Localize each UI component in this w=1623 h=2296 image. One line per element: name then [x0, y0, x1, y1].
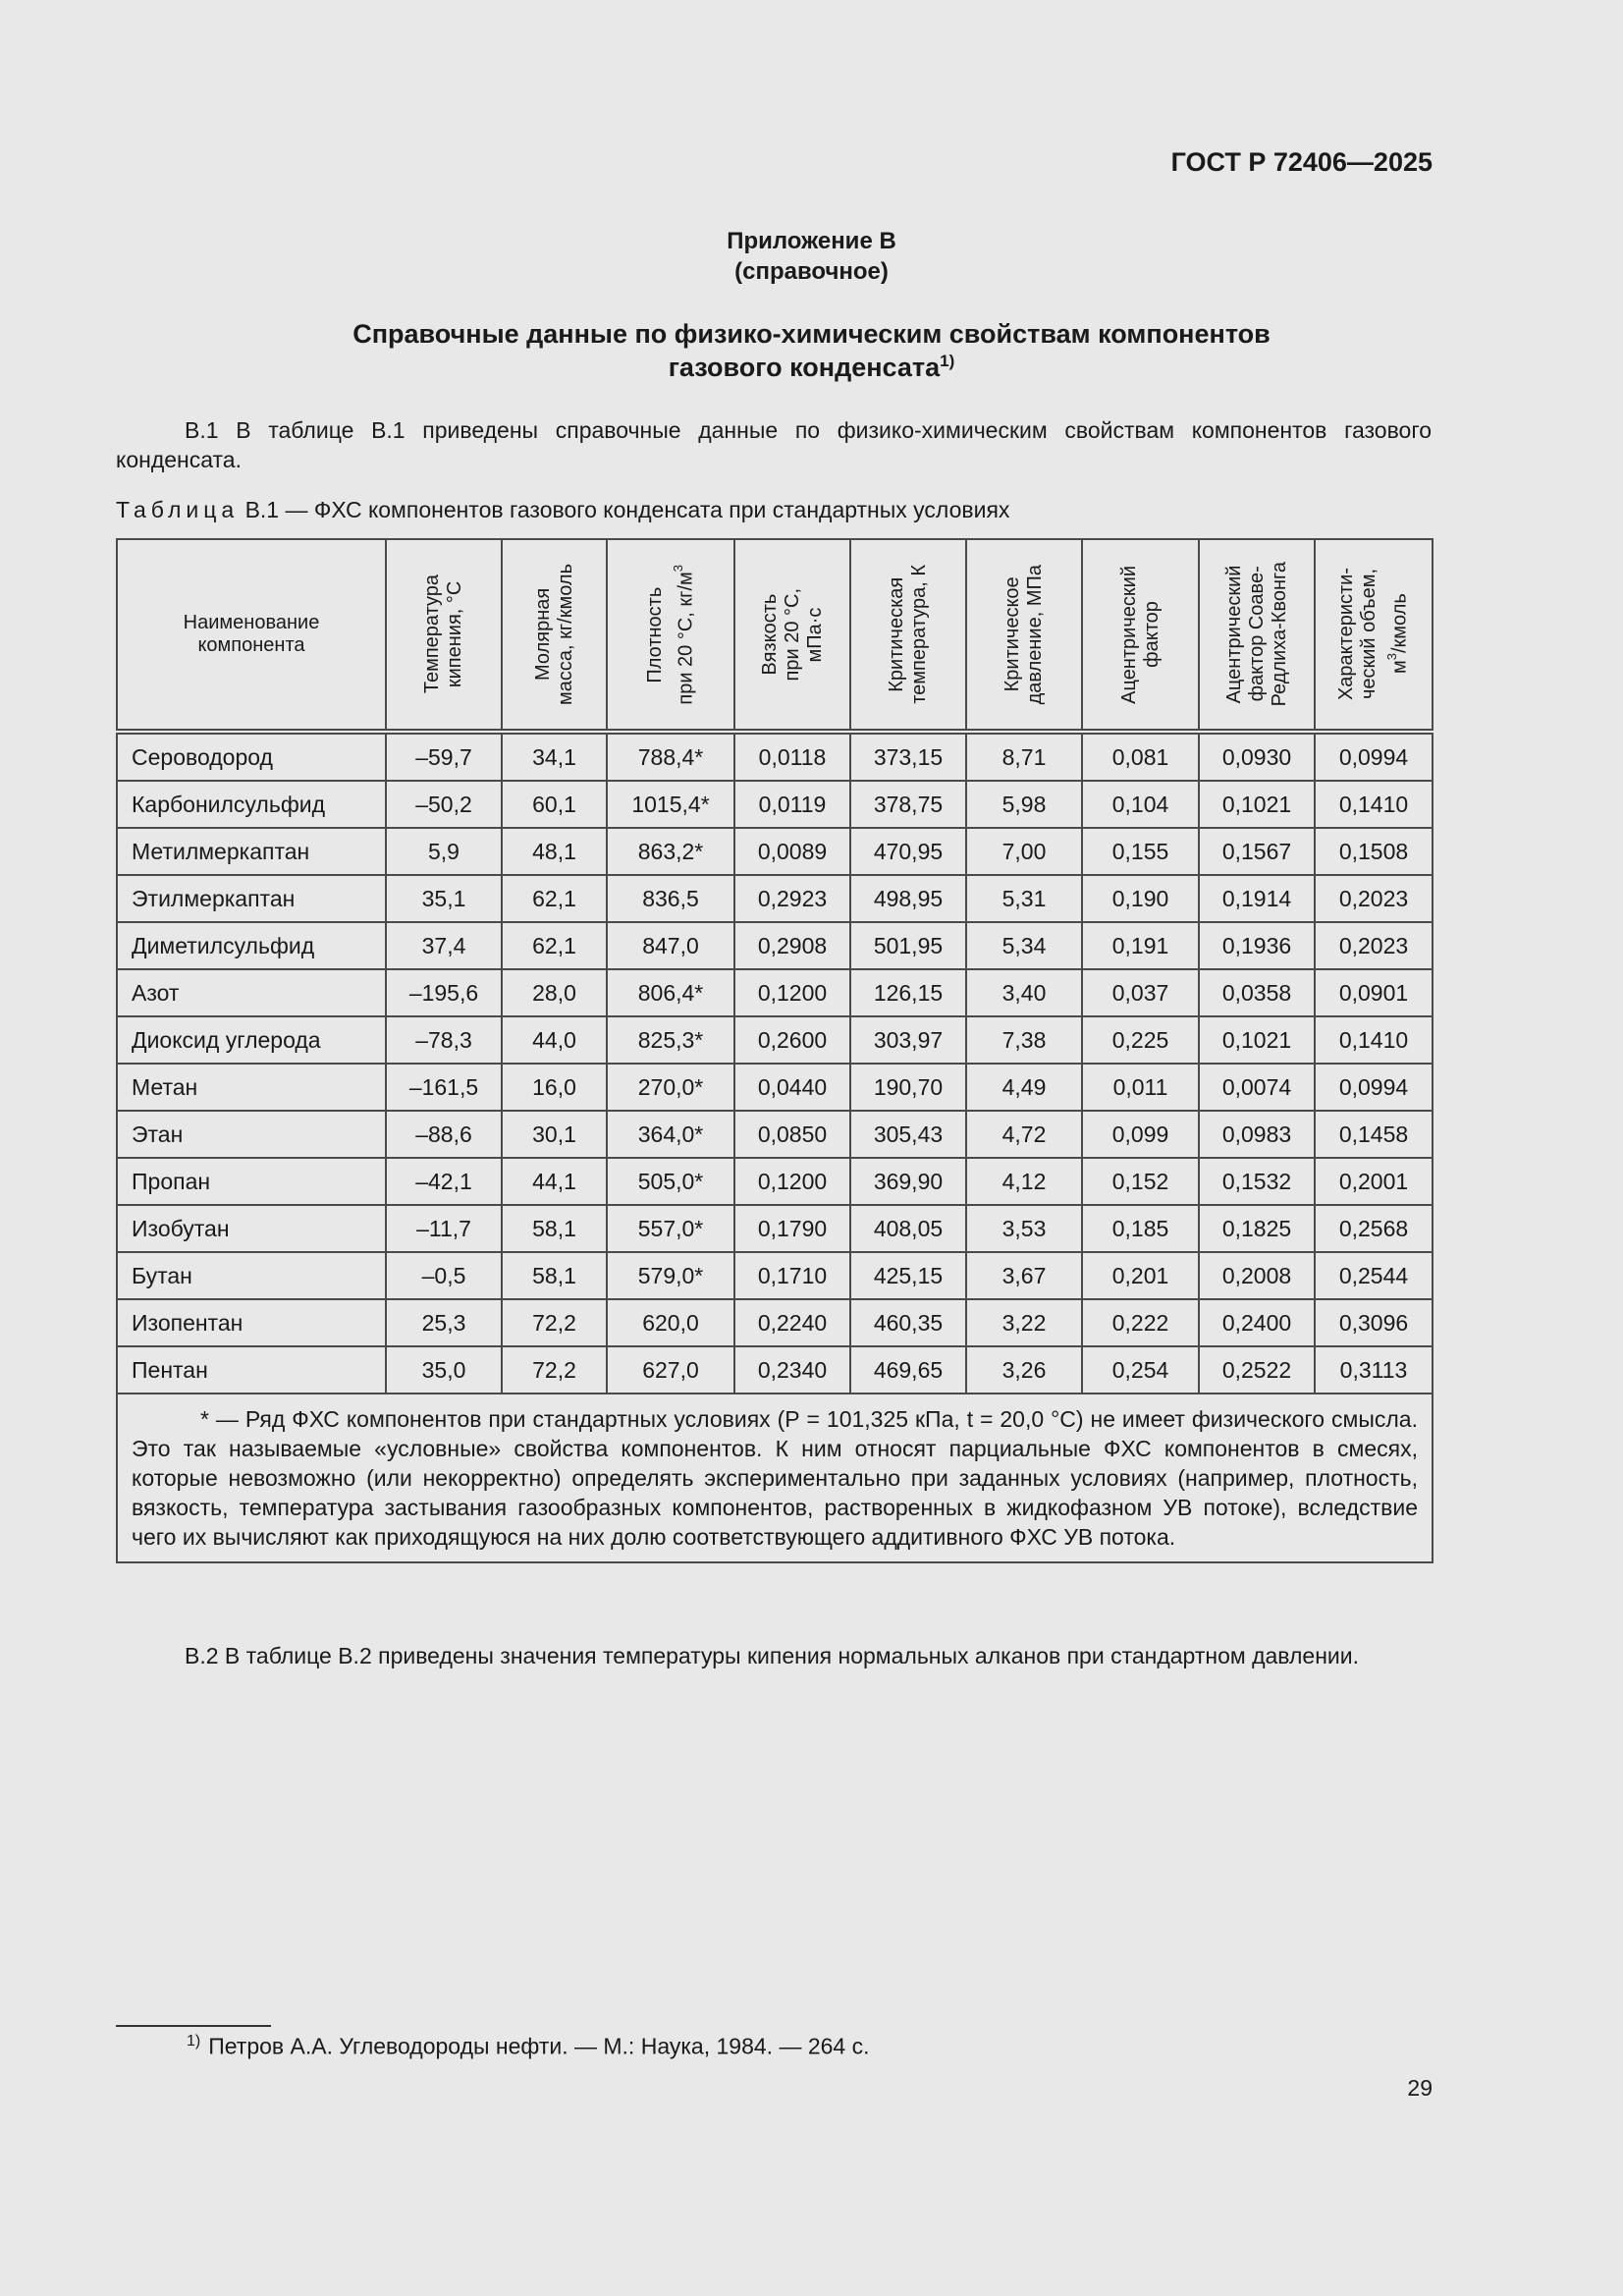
cell-critical-pressure: 7,38 — [966, 1016, 1082, 1064]
table-row — [117, 828, 1433, 875]
cell-critical-pressure: 5,98 — [966, 781, 1082, 828]
cell-acentric-factor-srk: 0,0983 — [1199, 1111, 1315, 1158]
cell-acentric-factor: 0,152 — [1082, 1158, 1199, 1205]
table-row — [117, 1158, 1433, 1205]
cell-density: 847,0 — [607, 922, 734, 969]
header-characteristic-volume: Характеристи- ческий объем, $м^3$/кмоль — [1315, 539, 1433, 732]
cell-boiling-temperature: –50,2 — [386, 781, 502, 828]
cell-boiling-temperature: 35,1 — [386, 875, 502, 922]
cell-acentric-factor-srk: 0,1021 — [1199, 1016, 1315, 1064]
cell-density: 620,0 — [607, 1299, 734, 1346]
cell-viscosity: 0,1200 — [734, 969, 850, 1016]
document-code: ГОСТ Р 72406—2025 — [1170, 147, 1433, 177]
cell-critical-pressure: 5,34 — [966, 922, 1082, 969]
header-acentric-factor-srk: Ацентрический фактор Соаве- Редлиха-Квонга — [1199, 539, 1315, 732]
cell-acentric-factor-srk: 0,1914 — [1199, 875, 1315, 922]
cell-critical-temperature: 305,43 — [850, 1111, 966, 1158]
cell-boiling-temperature: –11,7 — [386, 1205, 502, 1252]
cell-component-name: Пентан — [117, 1346, 386, 1394]
cell-characteristic-volume: 0,2568 — [1315, 1205, 1433, 1252]
cell-molar-mass: 30,1 — [502, 1111, 607, 1158]
cell-characteristic-volume: 0,1410 — [1315, 1016, 1433, 1064]
cell-boiling-temperature: –88,6 — [386, 1111, 502, 1158]
cell-critical-pressure: 3,67 — [966, 1252, 1082, 1299]
table-row — [117, 1299, 1433, 1346]
header-boiling-temperature: Температура кипения, °С — [386, 539, 502, 732]
cell-boiling-temperature: 25,3 — [386, 1299, 502, 1346]
cell-viscosity: 0,1200 — [734, 1158, 850, 1205]
cell-molar-mass: 60,1 — [502, 781, 607, 828]
cell-critical-temperature: 460,35 — [850, 1299, 966, 1346]
table-row — [117, 781, 1433, 828]
header-critical-temperature: Критическая температура, К — [850, 539, 966, 732]
cell-component-name: Метан — [117, 1064, 386, 1111]
table-header-row — [117, 539, 1433, 732]
cell-acentric-factor: 0,185 — [1082, 1205, 1199, 1252]
header-acentric-factor: Ацентрический фактор — [1082, 539, 1199, 732]
cell-viscosity: 0,2240 — [734, 1299, 850, 1346]
cell-acentric-factor-srk: 0,0930 — [1199, 732, 1315, 781]
cell-critical-temperature: 469,65 — [850, 1346, 966, 1394]
cell-boiling-temperature: 35,0 — [386, 1346, 502, 1394]
cell-viscosity: 0,2600 — [734, 1016, 850, 1064]
cell-critical-temperature: 373,15 — [850, 732, 966, 781]
cell-acentric-factor: 0,099 — [1082, 1111, 1199, 1158]
footnote-marker: 1) — [187, 2033, 201, 2050]
cell-critical-pressure: 8,71 — [966, 732, 1082, 781]
table-row — [117, 922, 1433, 969]
cell-component-name: Изопентан — [117, 1299, 386, 1346]
table-row — [117, 1064, 1433, 1111]
cell-molar-mass: 72,2 — [502, 1299, 607, 1346]
cell-component-name: Карбонилсульфид — [117, 781, 386, 828]
title-footnote-ref: 1) — [940, 352, 955, 370]
table-row — [117, 1252, 1433, 1299]
cell-critical-temperature: 303,97 — [850, 1016, 966, 1064]
cell-critical-temperature: 126,15 — [850, 969, 966, 1016]
table-caption-text: В.1 — ФХС компонентов газового конденсата при стандартных условиях — [244, 497, 1010, 522]
footnote — [187, 2033, 870, 2060]
cell-density: 270,0* — [607, 1064, 734, 1111]
paragraph-b1: В.1 В таблице В.1 приведены справочные данные по физико-химическим свойствам компонентов газового конденсата. — [116, 417, 1432, 472]
cell-density: 788,4* — [607, 732, 734, 781]
table-row — [117, 969, 1433, 1016]
cell-boiling-temperature: –161,5 — [386, 1064, 502, 1111]
appendix-heading — [0, 226, 1623, 287]
cell-viscosity: 0,0119 — [734, 781, 850, 828]
cell-characteristic-volume: 0,3113 — [1315, 1346, 1433, 1394]
cell-viscosity: 0,2923 — [734, 875, 850, 922]
header-molar-mass: Молярная масса, кг/кмоль — [502, 539, 607, 732]
cell-viscosity: 0,2908 — [734, 922, 850, 969]
table-row — [117, 1205, 1433, 1252]
cell-component-name: Бутан — [117, 1252, 386, 1299]
title-line-2: газового конденсата — [668, 353, 941, 382]
cell-critical-pressure: 7,00 — [966, 828, 1082, 875]
cell-viscosity: 0,0089 — [734, 828, 850, 875]
cell-viscosity: 0,0440 — [734, 1064, 850, 1111]
table-note: * — Ряд ФХС компонентов при стандартных условиях (Р = 101,325 кПа, t = 20,0 °С) не имеет физического смысла. Это так называемые «условные» свойства компонентов. К ним относят парциальные ФХС компонентов в смесях, которые невозможно (или некорректно) определять экспериментально при заданных условиях (например, плотность, вязкость, температура застывания газообразных компонентов, растворенных в жидкофазном УВ потоке), вследствие чего их вычисляют как приходящуюся на них долю соответствующего аддитивного ФХС УВ потока. — [117, 1394, 1433, 1562]
cell-acentric-factor-srk: 0,1567 — [1199, 828, 1315, 875]
footnote-separator — [116, 2025, 271, 2027]
cell-component-name: Метилмеркаптан — [117, 828, 386, 875]
cell-acentric-factor: 0,104 — [1082, 781, 1199, 828]
header-density: Плотность при 20 °С, $кг/м^3$ — [607, 539, 734, 732]
cell-characteristic-volume: 0,1508 — [1315, 828, 1433, 875]
cell-critical-temperature: 470,95 — [850, 828, 966, 875]
cell-acentric-factor: 0,011 — [1082, 1064, 1199, 1111]
cell-characteristic-volume: 0,3096 — [1315, 1299, 1433, 1346]
cell-molar-mass: 62,1 — [502, 922, 607, 969]
table-note-row — [117, 1394, 1433, 1562]
cell-component-name: Изобутан — [117, 1205, 386, 1252]
cell-acentric-factor-srk: 0,1532 — [1199, 1158, 1315, 1205]
cell-boiling-temperature: –59,7 — [386, 732, 502, 781]
footnote-text: Петров А.А. Углеводороды нефти. — М.: Наука, 1984. — 264 с. — [208, 2033, 870, 2059]
cell-characteristic-volume: 0,2001 — [1315, 1158, 1433, 1205]
cell-density: 505,0* — [607, 1158, 734, 1205]
cell-acentric-factor: 0,155 — [1082, 828, 1199, 875]
cell-critical-pressure: 4,72 — [966, 1111, 1082, 1158]
cell-component-name: Диоксид углерода — [117, 1016, 386, 1064]
cell-component-name: Этилмеркаптан — [117, 875, 386, 922]
cell-characteristic-volume: 0,2544 — [1315, 1252, 1433, 1299]
cell-viscosity: 0,2340 — [734, 1346, 850, 1394]
cell-acentric-factor-srk: 0,1825 — [1199, 1205, 1315, 1252]
cell-boiling-temperature: 5,9 — [386, 828, 502, 875]
cell-critical-temperature: 369,90 — [850, 1158, 966, 1205]
cell-density: 825,3* — [607, 1016, 734, 1064]
cell-acentric-factor: 0,190 — [1082, 875, 1199, 922]
cell-boiling-temperature: 37,4 — [386, 922, 502, 969]
cell-molar-mass: 58,1 — [502, 1205, 607, 1252]
cell-density: 806,4* — [607, 969, 734, 1016]
cell-acentric-factor-srk: 0,0074 — [1199, 1064, 1315, 1111]
cell-acentric-factor-srk: 0,0358 — [1199, 969, 1315, 1016]
cell-characteristic-volume: 0,1458 — [1315, 1111, 1433, 1158]
properties-table — [116, 538, 1434, 1563]
cell-acentric-factor: 0,201 — [1082, 1252, 1199, 1299]
table-row — [117, 732, 1433, 781]
cell-molar-mass: 34,1 — [502, 732, 607, 781]
cell-molar-mass: 44,1 — [502, 1158, 607, 1205]
cell-characteristic-volume: 0,1410 — [1315, 781, 1433, 828]
cell-molar-mass: 72,2 — [502, 1346, 607, 1394]
cell-critical-temperature: 498,95 — [850, 875, 966, 922]
header-viscosity: Вязкость при 20 °С, мПа·с — [734, 539, 850, 732]
cell-critical-pressure: 5,31 — [966, 875, 1082, 922]
cell-critical-pressure: 3,26 — [966, 1346, 1082, 1394]
cell-density: 1015,4* — [607, 781, 734, 828]
cell-critical-pressure: 3,53 — [966, 1205, 1082, 1252]
cell-viscosity: 0,1790 — [734, 1205, 850, 1252]
cell-density: 557,0* — [607, 1205, 734, 1252]
table-row — [117, 1346, 1433, 1394]
table-caption-prefix: Таблица — [116, 497, 240, 522]
cell-acentric-factor-srk: 0,2400 — [1199, 1299, 1315, 1346]
cell-critical-temperature: 501,95 — [850, 922, 966, 969]
cell-component-name: Диметилсульфид — [117, 922, 386, 969]
cell-viscosity: 0,1710 — [734, 1252, 850, 1299]
paragraph-b2: В.2 В таблице В.2 приведены значения температуры кипения нормальных алканов при стандартном давлении. — [185, 1643, 1359, 1668]
cell-boiling-temperature: –195,6 — [386, 969, 502, 1016]
cell-acentric-factor: 0,222 — [1082, 1299, 1199, 1346]
cell-boiling-temperature: –78,3 — [386, 1016, 502, 1064]
cell-critical-pressure: 3,40 — [966, 969, 1082, 1016]
title-line-1: Справочные данные по физико-химическим свойствам компонентов — [352, 319, 1271, 349]
cell-acentric-factor: 0,081 — [1082, 732, 1199, 781]
cell-acentric-factor-srk: 0,2522 — [1199, 1346, 1315, 1394]
cell-characteristic-volume: 0,0994 — [1315, 1064, 1433, 1111]
table-row — [117, 875, 1433, 922]
appendix-status: (справочное) — [734, 258, 889, 285]
cell-molar-mass: 28,0 — [502, 969, 607, 1016]
cell-density: 627,0 — [607, 1346, 734, 1394]
cell-viscosity: 0,0118 — [734, 732, 850, 781]
cell-critical-temperature: 378,75 — [850, 781, 966, 828]
header-critical-pressure: Критическое давление, МПа — [966, 539, 1082, 732]
cell-boiling-temperature: –42,1 — [386, 1158, 502, 1205]
table-row — [117, 1111, 1433, 1158]
cell-critical-pressure: 4,49 — [966, 1064, 1082, 1111]
cell-density: 836,5 — [607, 875, 734, 922]
cell-component-name: Этан — [117, 1111, 386, 1158]
cell-characteristic-volume: 0,0901 — [1315, 969, 1433, 1016]
cell-acentric-factor-srk: 0,2008 — [1199, 1252, 1315, 1299]
cell-molar-mass: 58,1 — [502, 1252, 607, 1299]
page-number: 29 — [1407, 2075, 1433, 2101]
cell-critical-temperature: 190,70 — [850, 1064, 966, 1111]
cell-critical-pressure: 3,22 — [966, 1299, 1082, 1346]
cell-density: 579,0* — [607, 1252, 734, 1299]
cell-density: 863,2* — [607, 828, 734, 875]
cell-critical-pressure: 4,12 — [966, 1158, 1082, 1205]
cell-critical-temperature: 408,05 — [850, 1205, 966, 1252]
cell-acentric-factor: 0,037 — [1082, 969, 1199, 1016]
cell-characteristic-volume: 0,2023 — [1315, 875, 1433, 922]
appendix-label: Приложение В — [727, 228, 896, 254]
cell-acentric-factor: 0,191 — [1082, 922, 1199, 969]
cell-molar-mass: 44,0 — [502, 1016, 607, 1064]
cell-molar-mass: 62,1 — [502, 875, 607, 922]
cell-characteristic-volume: 0,0994 — [1315, 732, 1433, 781]
cell-acentric-factor-srk: 0,1936 — [1199, 922, 1315, 969]
cell-component-name: Сероводород — [117, 732, 386, 781]
cell-density: 364,0* — [607, 1111, 734, 1158]
page-title — [0, 317, 1623, 384]
cell-molar-mass: 48,1 — [502, 828, 607, 875]
header-component-name: Наименование компонента — [117, 539, 386, 732]
cell-component-name: Азот — [117, 969, 386, 1016]
cell-acentric-factor: 0,254 — [1082, 1346, 1199, 1394]
cell-critical-temperature: 425,15 — [850, 1252, 966, 1299]
cell-acentric-factor-srk: 0,1021 — [1199, 781, 1315, 828]
table-caption — [116, 497, 1009, 523]
cell-boiling-temperature: –0,5 — [386, 1252, 502, 1299]
table-row — [117, 1016, 1433, 1064]
cell-viscosity: 0,0850 — [734, 1111, 850, 1158]
cell-characteristic-volume: 0,2023 — [1315, 922, 1433, 969]
cell-molar-mass: 16,0 — [502, 1064, 607, 1111]
cell-component-name: Пропан — [117, 1158, 386, 1205]
cell-acentric-factor: 0,225 — [1082, 1016, 1199, 1064]
